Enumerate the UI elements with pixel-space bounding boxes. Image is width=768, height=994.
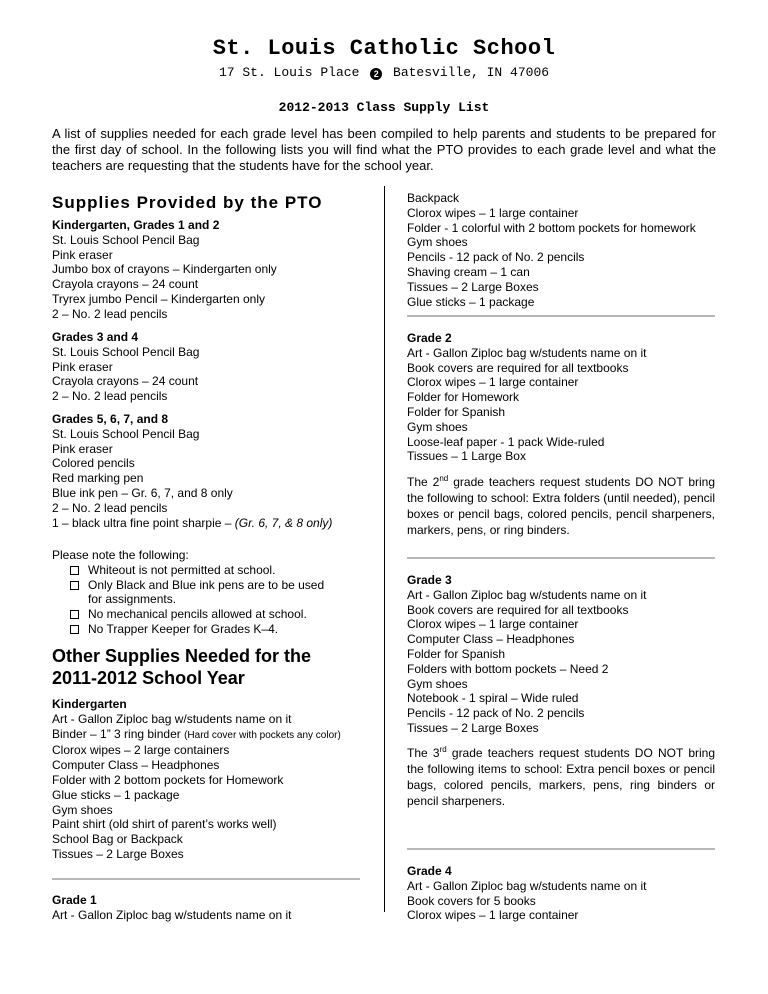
list-item-note: (Gr. 6, 7, & 8 only): [234, 515, 333, 530]
list-item: Tissues – 2 Large Boxes: [407, 720, 539, 735]
heading-line: 2011-2012 School Year: [52, 668, 245, 688]
list-item: Tissues – 1 Large Box: [407, 449, 526, 464]
list-item: Art - Gallon Ziploc bag w/students name on it: [407, 345, 647, 360]
list-item: Shaving cream – 1 can: [407, 264, 530, 279]
list-item: Colored pencils: [52, 456, 135, 471]
list-item-note: (Hard cover with pockets any color): [184, 729, 341, 741]
list-item: Folder - 1 colorful with 2 bottom pockets for homework: [407, 220, 696, 235]
list-item: Gym shoes: [407, 676, 468, 691]
group-title: Kindergarten: [52, 697, 127, 711]
list-item: 2 – No. 2 lead pencils: [52, 500, 168, 515]
list-item: [52, 727, 377, 744]
list-item: Clorox wipes – 1 large container: [407, 908, 579, 923]
note-text-cont: grade teachers request students DO NOT bring the following to school: Extra folders (until needed), pencil boxes or pencil bags, colored pencils, pencil sharpeners, markers, pens, or ring binders.: [407, 475, 716, 537]
note-text: The 3: [407, 746, 440, 760]
note-item: [52, 563, 377, 578]
pto-group-58: [52, 412, 377, 530]
kindergarten-list: [52, 697, 377, 862]
note-text: No mechanical pencils allowed at school.: [88, 607, 307, 622]
list-item: Art - Gallon Ziploc bag w/students name on it: [52, 711, 292, 726]
school-name: St. Louis Catholic School: [212, 36, 556, 61]
pto-group-k2: [52, 218, 372, 322]
group-title: Grade 4: [407, 864, 452, 878]
list-item: Clorox wipes – 1 large container: [407, 375, 579, 390]
section-rule: [52, 878, 360, 880]
list-item: Notebook - 1 spiral – Wide ruled: [407, 691, 579, 706]
list-item-text: Binder – 1” 3 ring binder: [52, 726, 185, 741]
list-item: Pink eraser: [52, 247, 113, 262]
pto-heading: Supplies Provided by the PTO: [52, 193, 323, 212]
checkbox-icon: [70, 581, 79, 590]
note-text: No Trapper Keeper for Grades K–4.: [88, 621, 279, 636]
list-item: St. Louis School Pencil Bag: [52, 426, 200, 441]
note-superscript: rd: [439, 745, 447, 754]
list-item: St. Louis School Pencil Bag: [52, 344, 200, 359]
list-item: Pink eraser: [52, 359, 113, 374]
list-item: Pink eraser: [52, 441, 113, 456]
note-item: [52, 622, 377, 637]
list-item: Glue sticks – 1 package: [52, 787, 180, 802]
list-item: Art - Gallon Ziploc bag w/students name on it: [52, 907, 292, 922]
note-item: [52, 578, 377, 608]
list-item: Book covers are required for all textbooks: [407, 360, 629, 375]
list-item: Crayola crayons – 24 count: [52, 374, 199, 389]
list-item: Crayola crayons – 24 count: [52, 277, 199, 292]
list-item: Pencils - 12 pack of No. 2 pencils: [407, 706, 585, 721]
note-text: Whiteout is not permitted at school.: [88, 562, 276, 577]
other-supplies-heading: [52, 645, 311, 689]
notes-section: [52, 548, 377, 637]
list-item: Glue sticks – 1 package: [407, 294, 535, 309]
note-text-cont: for assignments.: [88, 592, 177, 607]
notes-intro: Please note the following:: [52, 548, 189, 562]
group-title: Kindergarten, Grades 1 and 2: [52, 218, 220, 232]
list-item: Red marking pen: [52, 471, 144, 486]
list-item: Clorox wipes – 1 large container: [407, 617, 579, 632]
list-item-text: 1 – black ultra fine point sharpie –: [52, 515, 235, 530]
list-item: Clorox wipes – 1 large container: [407, 205, 579, 220]
grade1-list: [52, 893, 377, 923]
list-item: Tryrex jumbo Pencil – Kindergarten only: [52, 291, 265, 306]
list-item: Tissues – 2 Large Boxes: [52, 846, 184, 861]
checkbox-icon: [70, 610, 79, 619]
list-item: Clorox wipes – 2 large containers: [52, 743, 230, 758]
bullet-icon: 2: [370, 68, 382, 80]
list-item: School Bag or Backpack: [52, 832, 183, 847]
heading-line: Other Supplies Needed for the: [52, 646, 312, 666]
group-title: Grade 1: [52, 893, 97, 907]
note-text: Only Black and Blue ink pens are to be used: [88, 577, 325, 592]
list-item: Computer Class – Headphones: [52, 758, 220, 773]
note-text: The 2: [407, 475, 440, 489]
grade1-continued: [407, 191, 727, 309]
address-street: 17 St. Louis Place: [218, 65, 360, 80]
group-title: Grades 3 and 4: [52, 330, 139, 344]
grade2-list: [407, 331, 727, 464]
school-address: [0, 65, 768, 80]
list-item: [52, 516, 377, 531]
pto-group-34: [52, 330, 372, 404]
list-item: Jumbo box of crayons – Kindergarten only: [52, 262, 277, 277]
list-item: Folder for Homework: [407, 390, 520, 405]
list-item: Blue ink pen – Gr. 6, 7, and 8 only: [52, 485, 233, 500]
list-item: Art - Gallon Ziploc bag w/students name on it: [407, 878, 647, 893]
list-item: Paint shirt (old shirt of parent’s works well): [52, 817, 277, 832]
grade3-note: [407, 745, 715, 809]
list-item: 2 – No. 2 lead pencils: [52, 306, 168, 321]
section-rule: [407, 557, 715, 559]
note-superscript: nd: [439, 474, 449, 483]
grade2-note: [407, 474, 715, 538]
group-title: Grade 2: [407, 331, 452, 345]
list-item: Art - Gallon Ziploc bag w/students name on it: [407, 587, 647, 602]
list-item: Pencils - 12 pack of No. 2 pencils: [407, 250, 585, 265]
column-divider: [384, 186, 385, 912]
list-item: Book covers for 5 books: [407, 893, 536, 908]
list-item: Loose-leaf paper - 1 pack Wide-ruled: [407, 434, 605, 449]
grade4-list: [407, 864, 727, 923]
list-item: Folders with bottom pockets – Need 2: [407, 661, 609, 676]
list-item: Folder with 2 bottom pockets for Homework: [52, 772, 284, 787]
list-item: Folder for Spanish: [407, 404, 506, 419]
address-city: Batesville, IN 47006: [393, 65, 550, 80]
list-item: Gym shoes: [52, 802, 113, 817]
list-item: Folder for Spanish: [407, 646, 506, 661]
note-text-cont: grade teachers request students DO NOT bring the following items to school: Extra pencil boxes or pencil bags, colored pencils, markers, pens, ring binders or pencil sharpeners.: [407, 746, 715, 808]
checkbox-icon: [70, 625, 79, 634]
list-item: 2 – No. 2 lead pencils: [52, 389, 168, 404]
list-item: Gym shoes: [407, 419, 468, 434]
section-rule: [407, 315, 715, 317]
group-title: Grades 5, 6, 7, and 8: [52, 412, 169, 426]
intro-paragraph: A list of supplies needed for each grade level has been compiled to help parents and students to be prepared for the first day of school. In the following lists you will find what the PTO provides to each grade level and what the teachers are requesting that the students have for the school year.: [52, 126, 716, 173]
grade3-list: [407, 573, 727, 736]
group-title: Grade 3: [407, 573, 452, 587]
list-item: Computer Class – Headphones: [407, 632, 575, 647]
list-item: Book covers are required for all textbooks: [407, 602, 629, 617]
list-item: Tissues – 2 Large Boxes: [407, 279, 539, 294]
note-item: [52, 607, 377, 622]
list-item: Backpack: [407, 191, 460, 205]
list-item: St. Louis School Pencil Bag: [52, 232, 200, 247]
list-title: 2012-2013 Class Supply List: [278, 100, 490, 115]
list-item: Gym shoes: [407, 235, 468, 250]
section-rule: [407, 848, 715, 850]
checkbox-icon: [70, 566, 79, 575]
